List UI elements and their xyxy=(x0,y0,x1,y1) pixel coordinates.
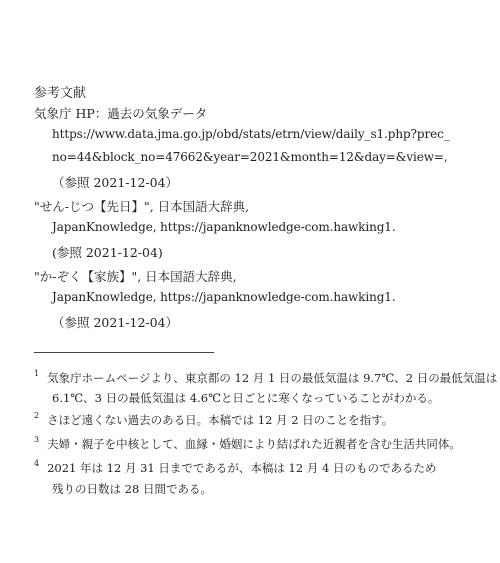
footnote-4-text-cont: 残りの日数は 28 日間である。 xyxy=(52,482,212,496)
footnote-3 xyxy=(34,436,461,452)
footnote-2 xyxy=(34,412,393,428)
reference-1-url-part2: no=44&block_no=47662&year=2021&month=12&day=&view=, xyxy=(52,150,448,164)
footnote-4-text: 2021 年は 12 月 31 日までであるが、本稿は 12 月 4 日のものであるため xyxy=(47,461,437,475)
reference-1-accessed: （参照 2021-12-04） xyxy=(52,175,179,190)
footnote-4 xyxy=(34,460,436,476)
references-heading: 参考文献 xyxy=(34,86,87,101)
footnote-2-number: 2 xyxy=(34,411,40,420)
reference-3-title: "か‐ぞく【家族】", 日本国語大辞典, xyxy=(34,269,237,284)
footnote-3-number: 3 xyxy=(34,435,40,444)
footnote-1-number: 1 xyxy=(34,369,40,378)
reference-2-source: JapanKnowledge, https://japanknowledge-com.hawking1. xyxy=(52,220,396,234)
footnote-1-text-cont: 6.1℃、3 日の最低気温は 4.6℃と日ごとに寒くなっていることがわかる。 xyxy=(52,391,440,405)
footnote-3-text: 夫婦・親子を中核として、血縁・婚姻により結ばれた近親者を含む生活共同体。 xyxy=(47,437,461,451)
reference-1-url-part1: https://www.data.jma.go.jp/obd/stats/etrn/view/daily_s1.php?prec_ xyxy=(52,127,450,141)
reference-3-accessed: （参照 2021-12-04） xyxy=(52,315,179,330)
reference-3-source: JapanKnowledge, https://japanknowledge-com.hawking1. xyxy=(52,290,396,304)
footnote-1-text: 気象庁ホームページより、東京都の 12 月 1 日の最低気温は 9.7℃、2 日の最低気温は xyxy=(47,371,498,385)
footnote-divider xyxy=(34,352,214,353)
reference-1-title: 気象庁 HP：過去の気象データ xyxy=(34,106,208,121)
footnote-2-text: さほど遠くない過去のある日。本稿では 12 月 2 日のことを指す。 xyxy=(47,413,394,427)
footnote-4-number: 4 xyxy=(34,459,40,468)
reference-2-accessed: (参照 2021-12-04) xyxy=(52,245,163,260)
footnote-1 xyxy=(34,370,497,386)
reference-2-title: "せん‐じつ【先日】", 日本国語大辞典, xyxy=(34,199,250,214)
